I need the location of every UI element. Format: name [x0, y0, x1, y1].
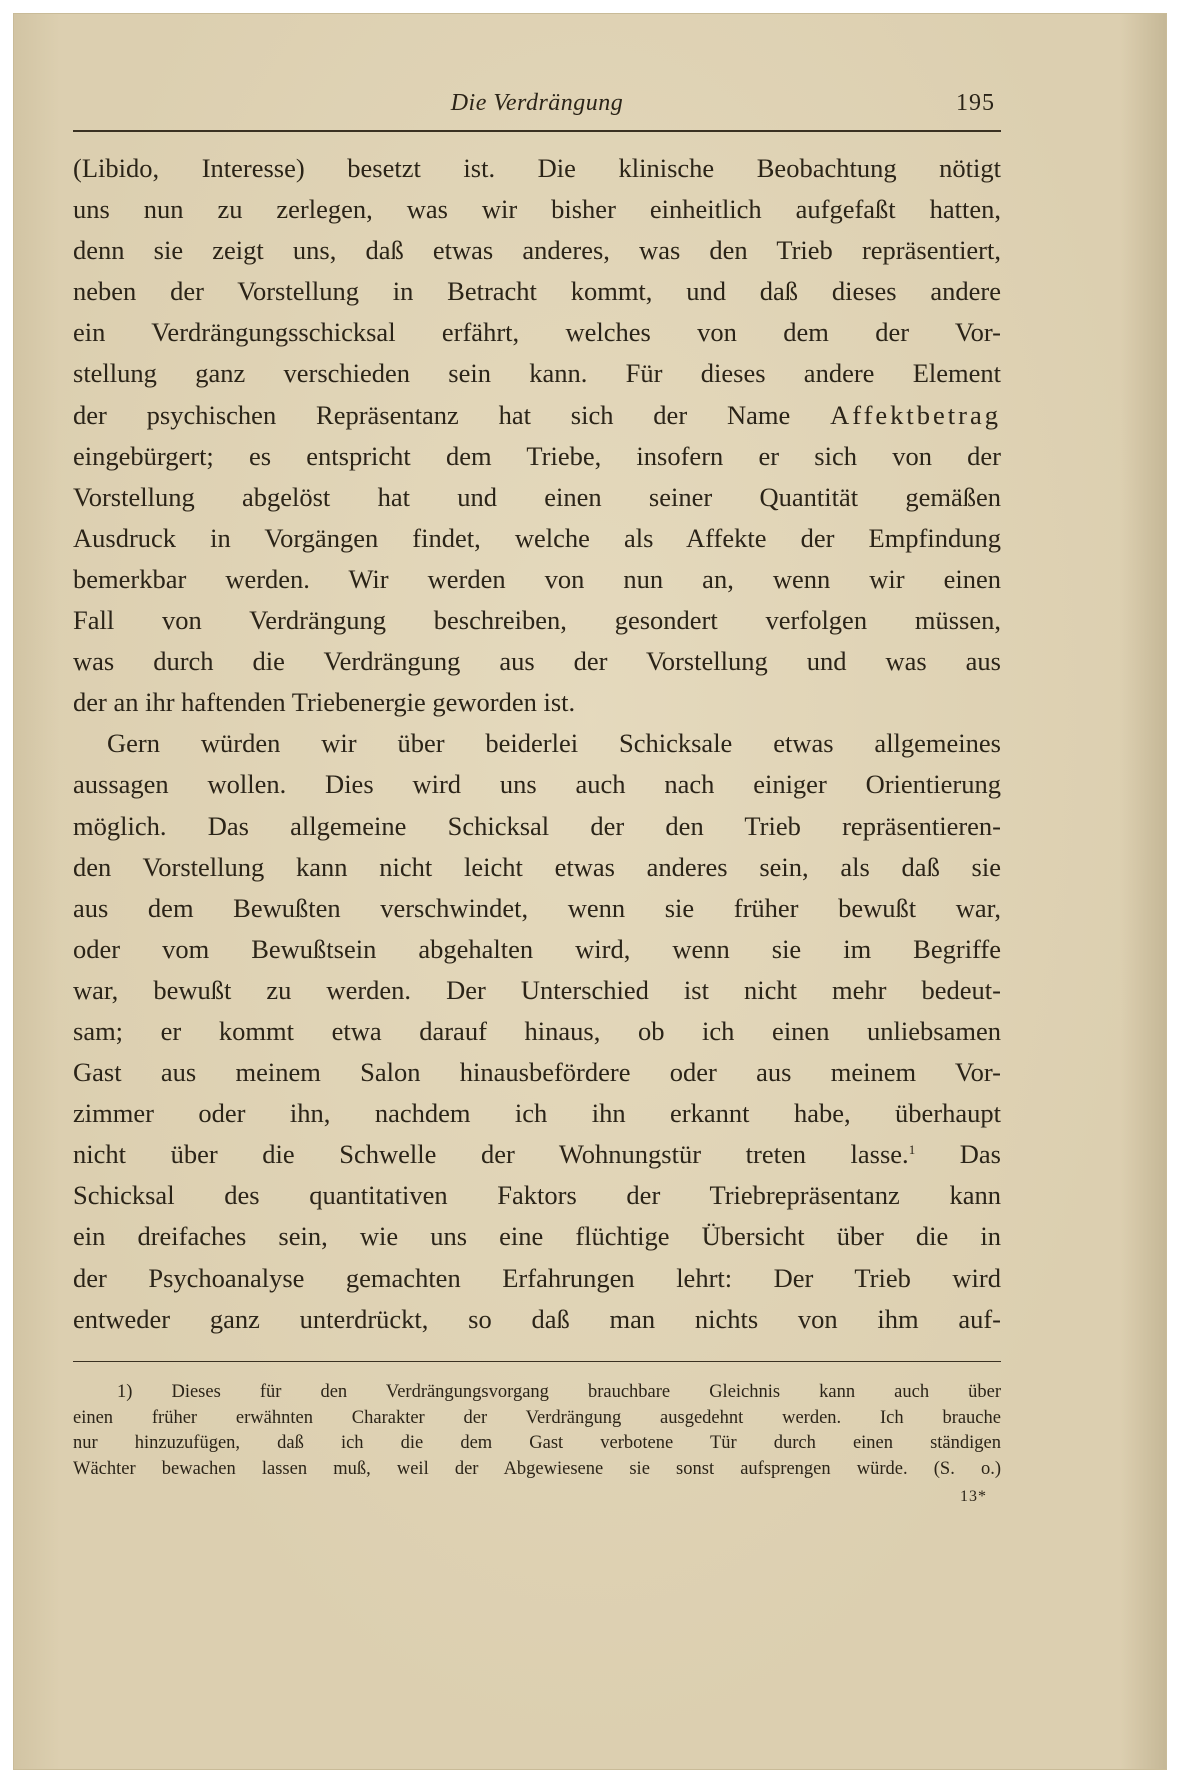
footnote: [73, 1380, 1001, 1482]
header-rule: [73, 130, 1001, 132]
footnote-line: einen früher erwähnten Charakter der Verdrängung ausgedehnt werden. Ich brauche: [73, 1407, 1001, 1428]
body-line: was durch die Verdrängung aus der Vorstellung und was aus: [73, 646, 1001, 677]
body-line: Fall von Verdrängung beschreiben, gesondert verfolgen müssen,: [73, 605, 1001, 636]
body-line-tail: Das: [915, 1139, 1001, 1170]
body-line: ein dreifaches sein, wie uns eine flüchtige Übersicht über die in: [73, 1221, 1001, 1252]
body-line: stellung ganz verschieden sein kann. Für dieses andere Element: [73, 358, 1001, 389]
page-number: 195: [956, 90, 995, 116]
body-line: der an ihr haftenden Triebenergie geworden ist.: [73, 687, 576, 718]
signature-mark: 13*: [960, 1488, 987, 1505]
body-line: denn sie zeigt uns, daß etwas anderes, was den Trieb repräsentiert,: [73, 235, 1001, 266]
body-line-with-footnote-ref: [73, 1134, 1001, 1175]
footnote-reference: 1: [908, 1142, 916, 1158]
body-line: sam; er kommt etwa darauf hinaus, ob ich einen unliebsamen: [73, 1015, 1001, 1046]
body-line: oder vom Bewußtsein abgehalten wird, wenn sie im Begriffe: [73, 933, 1001, 964]
body-line: war, bewußt zu werden. Der Unterschied ist nicht mehr bedeut-: [73, 974, 1001, 1005]
body-line: Gast aus meinem Salon hinausbefördere oder aus meinem Vor-: [73, 1057, 1001, 1088]
body-line: Schicksal des quantitativen Faktors der Triebrepräsentanz kann: [73, 1180, 1001, 1211]
running-title: Die Verdrängung: [450, 90, 624, 116]
footnote-line: Wächter bewachen lassen muß, weil der Abgewiesene sie sonst aufsprengen würde. (S. o.): [73, 1458, 1001, 1479]
body-line: Vorstellung abgelöst hat und einen seiner Quantität gemäßen: [73, 481, 1001, 512]
body-line: neben der Vorstellung in Betracht kommt, und daß dieses andere: [73, 276, 1001, 307]
book-page: [73, 90, 1001, 1505]
body-line: der Psychoanalyse gemachten Erfahrungen lehrt: Der Trieb wird: [73, 1262, 1001, 1293]
body-line: bemerkbar werden. Wir werden von nun an, wenn wir einen: [73, 563, 1001, 594]
body-line: uns nun zu zerlegen, was wir bisher einheitlich aufgefaßt hatten,: [73, 194, 1001, 225]
body-line: möglich. Das allgemeine Schicksal der den Trieb repräsentieren-: [73, 810, 1001, 841]
body-line: aussagen wollen. Dies wird uns auch nach einiger Orientierung: [73, 769, 1001, 800]
body-line: Ausdruck in Vorgängen findet, welche als Affekte der Empfindung: [73, 522, 1001, 553]
body-line: eingebürgert; es entspricht dem Triebe, insofern er sich von der: [73, 440, 1001, 471]
body-line: entweder ganz unterdrückt, so daß man nichts von ihm auf-: [73, 1303, 1001, 1334]
body-line: zimmer oder ihn, nachdem ich ihn erkannt habe, überhaupt: [73, 1098, 1001, 1129]
paragraph-first-line: Gern würden wir über beiderlei Schicksale etwas allgemeines: [107, 728, 1001, 759]
body-line-with-emphasis: [73, 395, 1001, 436]
footnote-line: 1) Dieses für den Verdrängungsvorgang brauchbare Gleichnis kann auch über: [117, 1382, 1001, 1402]
body-line-text: der psychischen Repräsentanz hat sich der Name: [73, 399, 791, 430]
emphasized-term: Affektbetrag: [830, 399, 1001, 430]
body-line: aus dem Bewußten verschwindet, wenn sie früher bewußt war,: [73, 892, 1001, 923]
page-header: [73, 90, 1001, 124]
body-text: [73, 148, 1001, 1340]
footnote-rule: [73, 1361, 1001, 1362]
body-line: (Libido, Interesse) besetzt ist. Die klinische Beobachtung nötigt: [73, 153, 1001, 183]
body-line: den Vorstellung kann nicht leicht etwas anderes sein, als daß sie: [73, 851, 1001, 882]
footnote-line: nur hinzuzufügen, daß ich die dem Gast verbotene Tür durch einen ständigen: [73, 1433, 1001, 1453]
body-line: ein Verdrängungsschicksal erfährt, welches von dem der Vor-: [73, 317, 1001, 348]
body-line-text: nicht über die Schwelle der Wohnungstür treten lasse.: [73, 1139, 909, 1170]
